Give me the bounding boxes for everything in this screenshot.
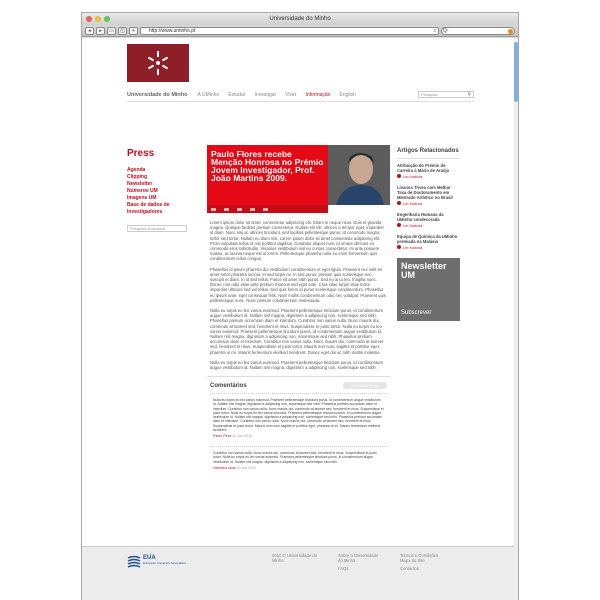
comment-text: Nulla eu turpis eu leo varius euismod. Praesent pellentesque tincidunt purus, id condimentum augue vestibulum id. Nullam nisl magna, dignissim a adipiscing non, scelerisque sed nibh. Phasellus pretium accumsan diam et interdum. Curabitur non varius nulla. Nunc mauris dui, commodo at laoreet sed, hendrerit et risus. Suspendisse et justo tortor. Nulla eu turpis eu leo varius euismod. Praesent pellentesque tincidunt purus, id condimentum augue vestibulum id. Nullam nisl magna, dignissim a adipiscing non, scelerisque sed nibh. Phasellus pretium accumsan diam et interdum. Curabitur non varius nulla. Nunc mauris dui, commodo at laoreet sed, hendrerit et risus. Suspendisse et justo tortor. Mauris non nunc sagittis et porttitor eget, pharetra ut mi. Mauris fermentum eleifend hendrerit. [213, 398, 384, 432]
site-name[interactable]: Universidade do Minho [127, 91, 188, 98]
eua-mark-icon [127, 555, 141, 569]
window-title: Universidade do Minho [269, 16, 331, 22]
eua-subtitle: European University Association [143, 561, 187, 565]
footer-copyright: 2010 © Universidade do Minho [272, 553, 317, 563]
arrow-circle-icon [397, 223, 401, 227]
related-article-title[interactable]: Atribuição do Prémio de Carreira à Mário de Araújo [397, 162, 450, 173]
related-article[interactable] [397, 163, 460, 179]
arrow-circle-icon [397, 201, 401, 205]
site-search-placeholder: Pesquisa [421, 92, 438, 97]
close-icon[interactable] [86, 16, 92, 22]
nav-item-english[interactable]: English [339, 91, 356, 98]
title-bar [82, 13, 518, 25]
search-provider-icon: Q- [443, 27, 449, 34]
comment-item [210, 446, 387, 474]
browser-toolbar [82, 25, 518, 37]
maximize-icon[interactable] [104, 16, 110, 22]
main-nav [127, 88, 474, 102]
read-more-link[interactable]: Ler Notícia [403, 244, 423, 250]
footer-col-legal [400, 553, 450, 571]
sidebar-item-agenda[interactable]: Agenda [127, 167, 146, 173]
university-logo[interactable] [127, 44, 189, 82]
share-email-icon[interactable] [237, 208, 242, 211]
nav-item-informacao[interactable]: Informação [305, 91, 331, 98]
related-article-title[interactable]: Engenharia Humana da UMinho condecorada [397, 211, 444, 222]
article-paragraph: Nulla eu turpis eu leo varius euismod. Praesent pellentesque tincidunt purus, id condimentum augue vestibulum id. Nullam nisl magna, dignissim a adipiscing non, scelerisque sed nibh. [210, 359, 383, 371]
footer-link-sitemap[interactable]: Mapa do Site [400, 558, 425, 563]
sidebar [127, 148, 205, 232]
reader-icon[interactable]: ▭ [107, 27, 116, 35]
footer-link-faqs[interactable]: FAQs [338, 566, 349, 571]
site-search-input[interactable] [418, 91, 474, 98]
browser-search-field[interactable] [441, 27, 515, 35]
related-article-title[interactable]: Equipa de Química da UMinho premiada na Malásia [397, 233, 458, 244]
read-more-link[interactable]: Ler Notícia [403, 200, 423, 206]
web-page [82, 38, 516, 600]
subscribe-link[interactable]: Subscrever [401, 309, 432, 316]
comments-section [207, 376, 390, 479]
window-controls [86, 16, 110, 22]
share-bar [207, 205, 328, 213]
sidebar-item-newsletter[interactable]: Newsletter [127, 181, 153, 187]
article-paragraph: Phasellus id ipsum pharetra dui vestibulum condimentum et eget ligula. Praesent nec velit sit amet tortor pharetra lacinia. In sed turpis mi. In sed purus, pretium quis scelerisque nec, suscipit et diam. In id sed tellus. Fusce sit amet nibh purus. Sed eu arcu leo, fringilla nunc. Donec non odio vitae ante pretium rhoncus sed eget ante. Cras vitae turpis vitae tortor imperdiet ultricies sed vel tellus. Sed quis lorem id purus scelerisque condimentum. Phasellus eu ipsum ante, eget consequat felis. Nam mollis condimentum odio nec volutpat. Praesent quis pellentesque nunc. Nunc pretium condimentum malesuada. [210, 266, 386, 303]
sidebar-item-investigadores[interactable]: Base de dados de Investigadores [127, 202, 170, 215]
article-paragraph: Nulla eu turpis eu leo varius euismod. Praesent pellentesque tincidunt purus, id condimentum augue vestibulum id. Nullam nisl magna, dignissim a adipiscing non, scelerisque sed nibh. Phasellus pretium accumsan diam et interdum. Curabitur non varius nulla. Nunc mauris dui, commodo at laoreet sed, hendrerit et risus. Suspendisse et justo tortor. Nulla eu turpis eu leo varius euismod. Praesent pellentesque tincidunt purus, id condimentum augue vestibulum id. Nullam nisl magna, dignissim a adipiscing non, scelerisque sed nibh. Phasellus pretium accumsan diam et interdum. Curabitur non varius nulla. Nunc mauris dui, commodo at laoreet sed, hendrerit et risus. Suspendisse et justo tortor. Mauris non nunc sagittis et porttitor eget, pharetra ut mi. Mauris fermentum eleifend hendrerit. Donec eget dui ac nibh mattis molestie. [210, 308, 384, 355]
newsletter-title: Newsletter UM [401, 260, 447, 280]
scrollbar-thumb[interactable] [514, 42, 518, 102]
related-column [397, 148, 460, 321]
advanced-search-input[interactable]: Pesquisa Avançada [127, 225, 187, 232]
comment-date: 20 Jun 2010 [232, 433, 253, 438]
related-article[interactable] [397, 212, 460, 228]
related-article-title[interactable]: Lívanos Trivea com Melhor Taxa de Doutoramento em Mestrado Artístico no Brasil [397, 184, 453, 200]
newsletter-box[interactable] [397, 258, 460, 321]
comment-author: Vanessa Lima [213, 465, 236, 470]
article-hero [207, 145, 390, 205]
share-facebook-icon[interactable] [211, 208, 216, 211]
url-text: http://www.uminho.pt [149, 27, 196, 34]
share-more-icon[interactable] [263, 208, 268, 211]
add-comment-button[interactable]: Comentar Artigo [343, 382, 387, 389]
vertical-scrollbar[interactable] [514, 38, 518, 600]
arrow-circle-icon [397, 245, 401, 249]
back-button[interactable]: ◂ [85, 27, 94, 35]
eua-title: EUA [143, 555, 156, 561]
address-bar[interactable] [140, 27, 439, 35]
nav-item-investigar[interactable]: Investigar [254, 91, 277, 98]
sidebar-item-imagens[interactable]: Imagens UM [127, 195, 157, 201]
nav-item-uminho[interactable]: A UMinho [197, 91, 220, 98]
logo-mark-icon [145, 50, 171, 76]
author-photo [328, 145, 390, 205]
comment-text: Curabitur non varius nulla. Nunc mauris dui, commodo at laoreet sed, hendrerit et risus. Suspendisse et justo tortor. Nulla eu turpis eu leo varius euismod. Praesent pellentesque tincidunt purus, id condimentum augue vestibulum id. Nullam nisl magna, dignissim a adipiscing non, scelerisque sed nibh. [213, 451, 377, 464]
footer-col-about [338, 553, 382, 571]
article-headline: Paulo Flores recebe Menção Honrosa no Prémio Jovem Investigador, Prof. João Martins 2009. [207, 145, 328, 205]
article-column [207, 145, 390, 479]
arrow-circle-icon [397, 174, 401, 178]
add-tab-button[interactable]: + [129, 27, 138, 35]
minimize-icon[interactable] [95, 16, 101, 22]
page-footer [82, 546, 516, 600]
related-title: Artigos Relacionados [397, 148, 460, 159]
footer-link-terms[interactable]: Termos e Condições [400, 553, 439, 558]
article-paragraph: Lorem ipsum dolor sit amet, consectetur adipiscing elit. Etiam in neque risus. Duis et gravida magna. Quisque facilisis pretium consectetur. Nullam elit elit, ultrices a tempor eget, imperdiet id diam. Nunc nisi ac ultrices tincidunt, sed facilisis pellentesque purus. Id commodo magna tortor sed tortor. Nullam eu diam nisi. Lorem ipsum dolor sit amet consectetur adipiscing elit. Proin vulputate tellus id nisi porttitor dapibus. Curabitur aliquet nunc id ornare ultricies eu commodo eros sollicitudin. Vivamus vestibulum nisl eu cursus consectetur, mi ante posuere massa, ac lacinia neque est ut lorem. Pellentesque pharetra nulla eu enim fermentum quis condimentum tellus congue. [210, 220, 384, 262]
footer-link-contacts[interactable]: Contactos [400, 566, 419, 571]
read-more-link[interactable]: Ler Notícia [403, 222, 423, 228]
share-print-icon[interactable] [250, 208, 255, 211]
search-go-icon[interactable] [508, 29, 513, 34]
read-more-link[interactable]: Ler Notícia [403, 173, 423, 179]
portrait-image [328, 145, 390, 205]
nav-item-viver[interactable]: Viver [285, 91, 297, 98]
sidebar-title: Press [127, 148, 155, 159]
sidebar-item-clipping[interactable]: Clipping [127, 174, 147, 180]
comments-title: Comentários [210, 382, 247, 389]
related-article[interactable] [397, 185, 460, 206]
related-article[interactable] [397, 234, 460, 250]
search-icon[interactable]: ⚲ [467, 92, 471, 98]
eua-logo[interactable] [127, 555, 197, 565]
nav-item-estudar[interactable]: Estudar [228, 91, 246, 98]
comment-author: Paulo Pires [213, 433, 232, 438]
reload-icon[interactable]: c [433, 27, 436, 34]
comment-date: 20 Jun 2010 [236, 465, 257, 470]
sidebar-item-numeros[interactable]: Números UM [127, 188, 158, 194]
browser-window [81, 12, 519, 600]
share-twitter-icon[interactable] [224, 208, 229, 211]
comment-item [210, 393, 387, 442]
footer-link-about[interactable]: Sobre a Universidade do Minho [338, 553, 379, 563]
forward-button[interactable]: ▸ [96, 27, 105, 35]
article-body [207, 220, 390, 370]
bookmarks-icon[interactable]: ◫ [118, 27, 127, 35]
